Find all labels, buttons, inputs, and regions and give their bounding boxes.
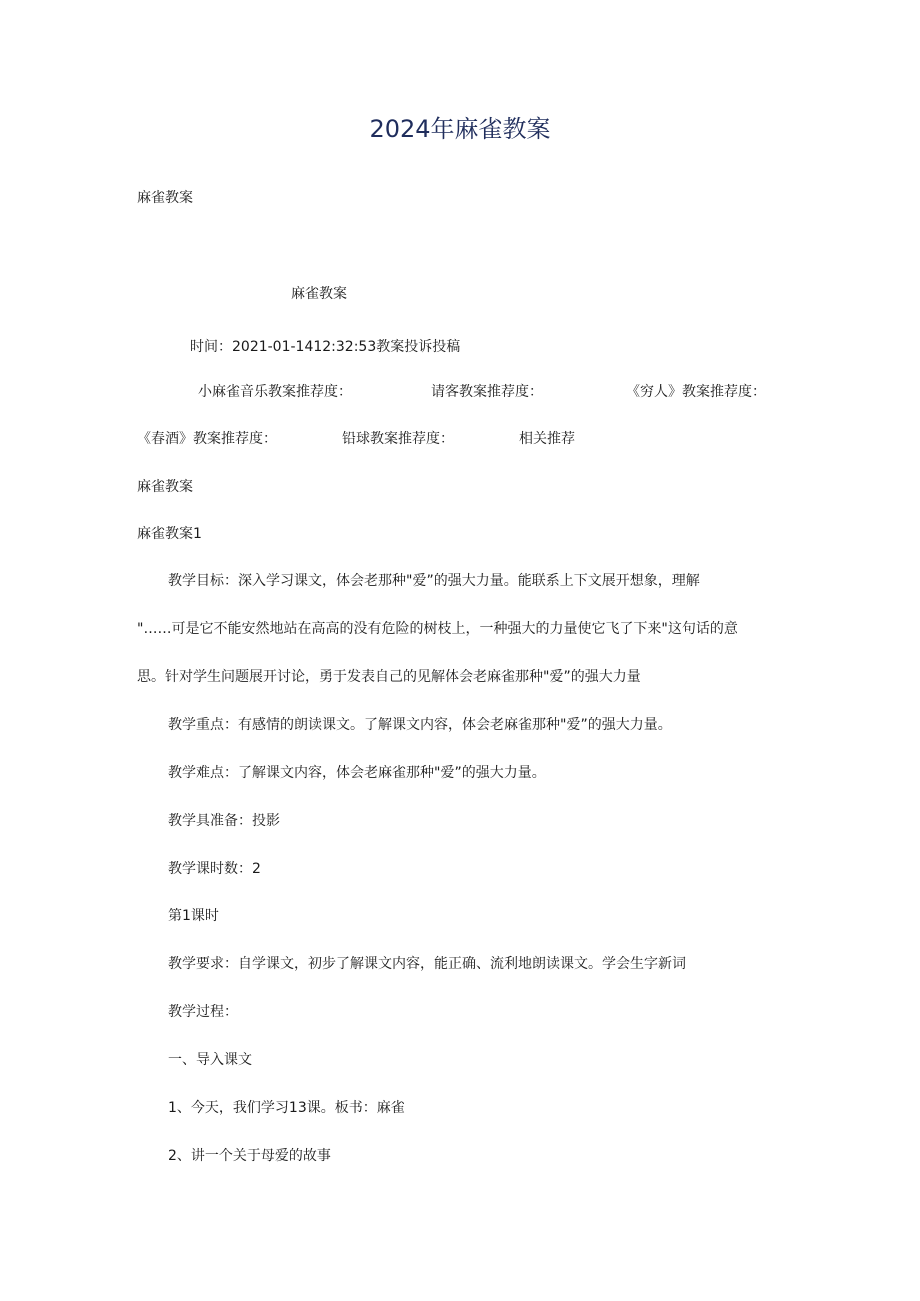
heading-center: 麻雀教案 (291, 286, 347, 302)
related-recommend[interactable]: 相关推荐 (519, 431, 575, 447)
document-title: 2024年麻雀教案 (369, 115, 551, 143)
tools: 教学具准备：投影 (168, 813, 280, 829)
requirement: 教学要求：自学课文，初步了解课文内容，能正确、流利地朗读课文。学会生字新词 (168, 956, 686, 972)
subsection-title: 麻雀教案1 (137, 526, 202, 542)
hours: 教学课时数：2 (168, 861, 261, 877)
recommend-item[interactable]: 《春酒》教案推荐度： (137, 431, 277, 447)
section-title: 麻雀教案 (137, 479, 193, 495)
heading-top: 麻雀教案 (137, 190, 193, 206)
lesson-heading: 第1课时 (168, 908, 219, 924)
process-heading: 教学过程： (168, 1004, 238, 1020)
goal-line: "……可是它不能安然地站在高高的没有危险的树枝上，一种强大的力量使它飞了下来"这句话的意 (137, 621, 738, 637)
recommend-item[interactable]: 请客教案推荐度： (431, 384, 543, 400)
difficulty: 教学难点：了解课文内容，体会老麻雀那种"爱”的强大力量。 (168, 765, 546, 781)
key-point: 教学重点：有感情的朗读课文。了解课文内容，体会老麻雀那种"爱”的强大力量。 (168, 717, 672, 733)
recommend-item[interactable]: 《穷人》教案推荐度： (626, 384, 766, 400)
step-item: 1、今天，我们学习13课。板书：麻雀 (168, 1100, 405, 1116)
step-heading: 一、导入课文 (168, 1052, 252, 1068)
goal-line: 思。针对学生问题展开讨论，勇于发表自己的见解体会老麻雀那种"爱”的强大力量 (137, 669, 641, 685)
recommend-item[interactable]: 小麻雀音乐教案推荐度： (198, 384, 352, 400)
step-item: 2、讲一个关于母爱的故事 (168, 1148, 331, 1164)
goal-line: 教学目标：深入学习课文，体会老那种"爱”的强大力量。能联系上下文展开想象，理解 (168, 573, 700, 589)
meta-line: 时间：2021-01-1412:32:53教案投诉投稿 (190, 339, 461, 355)
recommend-item[interactable]: 铅球教案推荐度： (342, 431, 454, 447)
